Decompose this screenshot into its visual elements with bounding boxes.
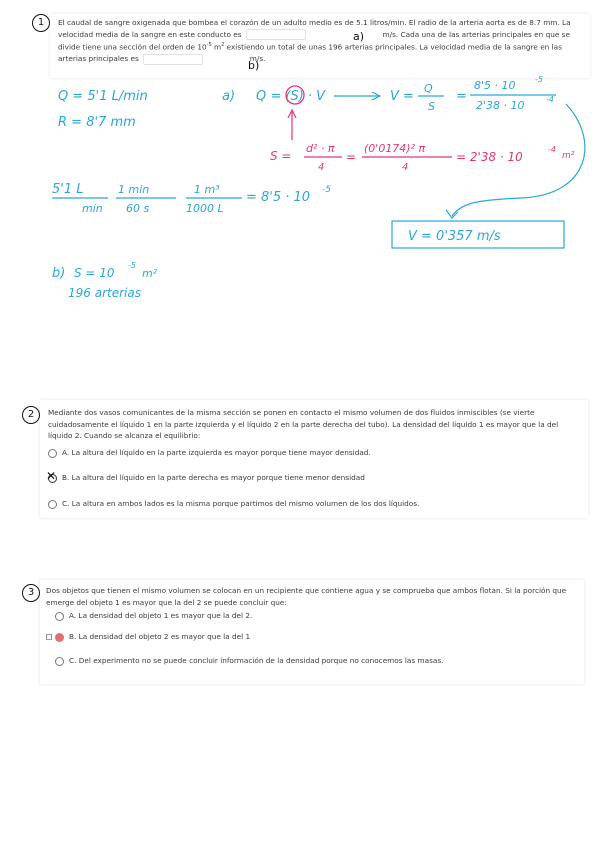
q1-text-part3: m	[213, 42, 222, 52]
hw-b-s: S = 10	[74, 266, 115, 280]
question-3-text: Dos objetos que tienen el mismo volumen se colocan en un recipiente que contiene agua y se comprueba que ambos flotan. Si la porción que emerge del objeto 1 es mayor que la del 2 se puede concluir que:	[46, 586, 567, 607]
hw-s-result-exp: -4	[548, 145, 556, 154]
hw-a-frac1-den: S	[428, 100, 435, 113]
q2-radio-c[interactable]	[48, 500, 57, 509]
hw-b-s-unit: m²	[142, 267, 158, 280]
q3-option-a[interactable]	[55, 611, 252, 621]
q2-option-a-label: A. La altura del líquido en la parte izquierda es mayor porque tiene mayor densidad.	[62, 448, 371, 457]
hw-s-frac1-den: 4	[318, 162, 325, 173]
q1-text-part4: existiendo un total de unas 196 arterias principales. La velocidad media de la sangre en las arterias principales es	[58, 42, 562, 64]
q3-option-a-label: A. La densidad del objeto 1 es mayor que la del 2.	[69, 611, 253, 620]
hw-conv-f1-den: 60 s	[126, 202, 150, 215]
hw-s-result-unit: m²	[562, 151, 575, 161]
hw-q-given: Q = 5'1 L/min	[58, 89, 148, 104]
hw-a-frac2-num: 8'5 · 10	[474, 79, 516, 92]
q3-option-b-label: B. La densidad del objeto 2 es mayor que la del 1	[69, 632, 251, 641]
q1-text-part1: El caudal de sangre oxigenada que bombea el corazón de un adulto medio es de 5.1 litros/min. El radio de la arteria aorta es de 8.7 mm. La velocidad media de la sangre en este conducto es	[58, 18, 571, 39]
q2-option-b-label: B. La altura del líquido en la parte derecha es mayor porque tiene menor densidad	[62, 473, 365, 482]
question-2-number: 2	[22, 406, 40, 424]
hw-r-given: R = 8'7 mm	[58, 115, 136, 130]
q1-sup2: 2	[221, 42, 225, 49]
hw-a-frac1-num: Q	[424, 82, 433, 95]
hw-conv-result: = 8'5 · 10	[246, 190, 311, 205]
q2-selected-mark: ✕	[46, 469, 57, 483]
q3-radio-c[interactable]	[55, 657, 64, 666]
hw-a-frac2-den-exp: -4	[546, 95, 554, 104]
hw-b-s-exp: -5	[128, 261, 136, 270]
question-2-text: Mediante dos vasos comunicantes de la misma sección se ponen en contacto el mismo volumen de dos fluidos inmiscibles (se vierte cuidadosamente el líquido 1 en la parte izquierda y el líquido 2 en la parte derecha del tubo). La densidad del líquido 1 es mayor que la del líquido 2. Cuando se alcanza el equilibrio:	[48, 408, 559, 441]
q2-option-b[interactable]	[48, 473, 365, 483]
q1-text-part5: m/s.	[249, 54, 266, 64]
q2-option-c-label: C. La altura en ambos lados es la misma porque partimos del mismo volumen de los dos líquidos.	[62, 499, 420, 508]
hw-b-arterias: 196 arterias	[68, 286, 141, 300]
blank-b-label: b)	[248, 59, 260, 72]
hw-equals-1: =	[456, 89, 467, 104]
hw-a-label: a)	[222, 89, 236, 104]
hw-s-frac2-num: (0'0174)² π	[364, 142, 426, 155]
q3-radio-a[interactable]	[55, 612, 64, 621]
q1-exponent: -5	[206, 42, 212, 49]
q3-option-b[interactable]	[46, 632, 250, 642]
question-1-number: 1	[32, 14, 50, 32]
q3-radio-b[interactable]	[55, 633, 64, 642]
q3-option-c-label: C. Del experimento no se puede concluir información de la densidad porque no conocemos las masas.	[69, 656, 444, 665]
hw-s-result: = 2'38 · 10	[456, 150, 523, 164]
hw-a-frac2-den: 2'38 · 10	[476, 99, 525, 112]
q3-option-c[interactable]	[55, 656, 443, 666]
hw-conv-f1-num: 1 min	[118, 183, 150, 196]
q1-text-part2: m/s. Cada una de las arterias principales en que se divide tiene una sección del orden de 10	[58, 29, 570, 52]
q3-flag-icon[interactable]	[46, 634, 52, 640]
hw-b-label: b)	[52, 266, 66, 281]
hw-s-equals: =	[346, 150, 357, 164]
hw-s-frac1-num: d² · π	[306, 142, 335, 155]
hw-conv-result-exp: -5	[322, 185, 331, 195]
blank-a-label: a)	[353, 30, 365, 43]
hw-a-frac2-num-exp: -5	[535, 75, 543, 84]
hw-conv-lhs-den: min	[82, 202, 103, 215]
hw-s-eq-lhs: S =	[270, 149, 292, 163]
q2-option-a[interactable]	[48, 448, 371, 458]
question-3-number: 3	[22, 584, 40, 602]
q2-radio-a[interactable]	[48, 449, 57, 458]
hw-v-result: V = 0'357 m/s	[408, 229, 501, 244]
hw-conv-f2-num: 1 m³	[194, 183, 220, 196]
handwritten-solution	[0, 0, 600, 320]
hw-conv-f2-den: 1000 L	[186, 202, 224, 215]
hw-s-frac2-den: 4	[402, 162, 409, 173]
hw-a-eq1: Q = (S) · V	[256, 89, 326, 104]
hw-a-eq2: V =	[390, 89, 414, 104]
hw-conv-lhs-num: 5'1 L	[52, 182, 84, 197]
q2-option-c[interactable]	[48, 499, 419, 509]
